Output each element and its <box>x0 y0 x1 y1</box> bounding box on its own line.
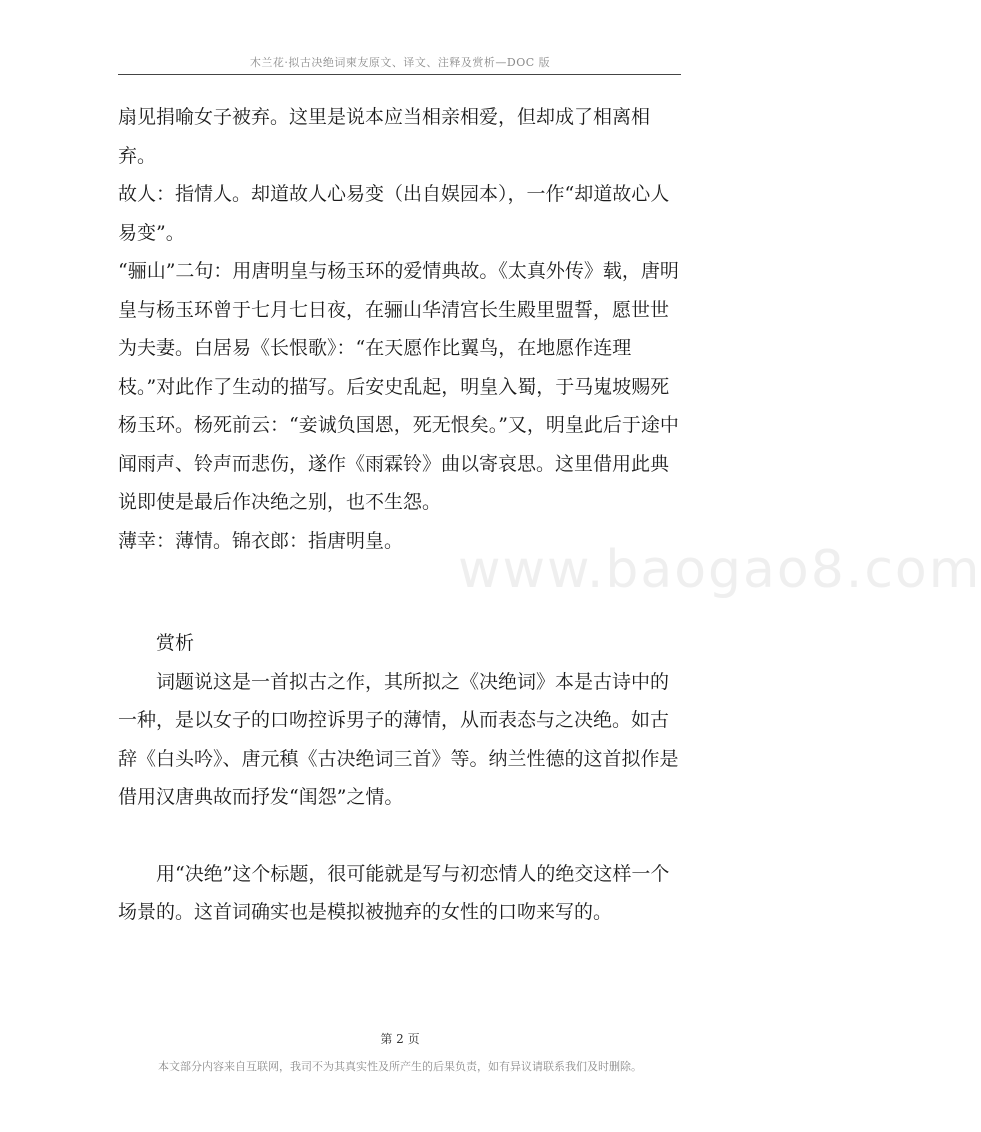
page-header: 木兰花·拟古决绝词柬友原文、译文、注释及赏析—DOC 版 <box>249 56 551 69</box>
note-paragraph: “骊山”二句：用唐明皇与杨玉环的爱情典故。《太真外传》载，唐明皇与杨玉环曾于七月七日夜，在骊山华清宫长生殿里盟誓，愿世世为夫妻。白居易《长恨歌》：“在天愿作比翼鸟，在地愿作连理枝。”对此作了生动的描写。后安史乱起，明皇入蜀，于马嵬坡赐死杨玉环。杨死前云：“妾诚负国恩，死无恨矣。”又，明皇此后于途中闻雨声、铃声而悲伤，遂作《雨霖铃》曲以寄哀思。这里借用此典说即使是最后作决绝之别，也不生怨。 <box>118 260 679 513</box>
watermark: www.baogao8.com <box>458 540 981 600</box>
body-paragraph: 词题说这是一首拟古之作，其所拟之《决绝词》本是古诗中的一种，是以女子的口吻控诉男子的薄情，从而表态与之决绝。如古辞《白头吟》、唐元稹《古决绝词三首》等。纳兰性德的这首拟作是借用汉唐典故而抒发“闺怨”之情。 <box>118 670 679 808</box>
note-paragraph: 扇见捐喻女子被弃。这里是说本应当相亲相爱，但却成了相离相弃。 <box>118 106 651 167</box>
note-paragraph: 薄幸：薄情。锦衣郎：指唐明皇。 <box>118 529 404 552</box>
spacer <box>118 817 686 855</box>
section-heading: 赏析 <box>156 632 195 654</box>
page-number: 第 2 页 <box>380 1032 420 1046</box>
body-paragraph: 用“决绝”这个标题，很可能就是写与初恋情人的绝交这样一个场景的。这首词确实也是模拟被抛弃的女性的口吻来写的。 <box>118 862 670 923</box>
note-paragraph: 故人：指情人。却道故人心易变（出自娱园本），一作“却道故心人易变”。 <box>118 183 670 244</box>
header-divider <box>118 74 681 75</box>
document-body <box>118 98 686 932</box>
spacer <box>118 560 686 624</box>
page-footer: 本文部分内容来自互联网，我司不为其真实性及所产生的后果负责，如有异议请联系我们及时删除。 <box>158 1060 642 1073</box>
